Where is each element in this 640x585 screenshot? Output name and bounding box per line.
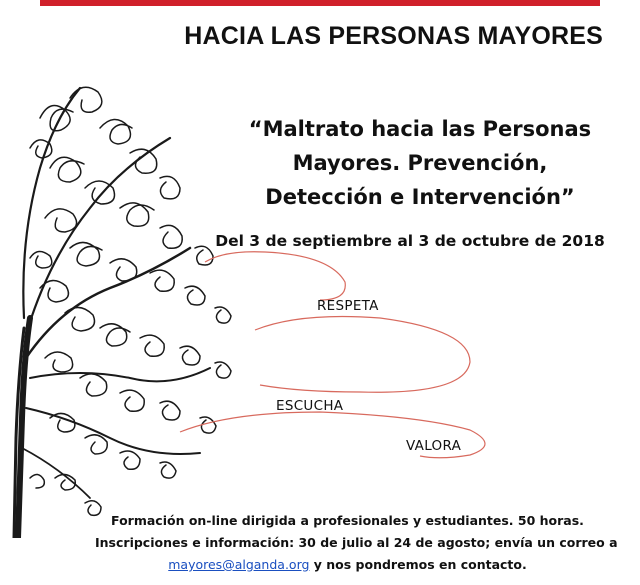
email-link[interactable]: mayores@alganda.org [168, 557, 310, 572]
course-title-line: Detección e Intervención” [265, 185, 575, 209]
footer-contact-text: y nos pondremos en contacto. [309, 557, 527, 572]
footer-line-contact [95, 554, 600, 576]
word-escucha: ESCUCHA [276, 398, 344, 414]
word-valora: VALORA [406, 438, 462, 454]
course-title-line: “Maltrato hacia las Personas [248, 117, 592, 141]
footer-info [95, 510, 618, 576]
footer-line-enrollment: Inscripciones e información: 30 de julio al 24 de agosto; envía un correo a [95, 535, 618, 550]
course-dates: Del 3 de septiembre al 3 de octubre de 2018 [215, 232, 605, 250]
course-title-line: Mayores. Prevención, [292, 151, 548, 175]
course-title [235, 112, 605, 214]
top-accent-bar [40, 0, 600, 6]
page-heading: HACIA LAS PERSONAS MAYORES [184, 22, 603, 50]
footer-line-format: Formación on-line dirigida a profesionales y estudiantes. 50 horas. [111, 513, 584, 528]
word-respeta: RESPETA [317, 298, 379, 314]
